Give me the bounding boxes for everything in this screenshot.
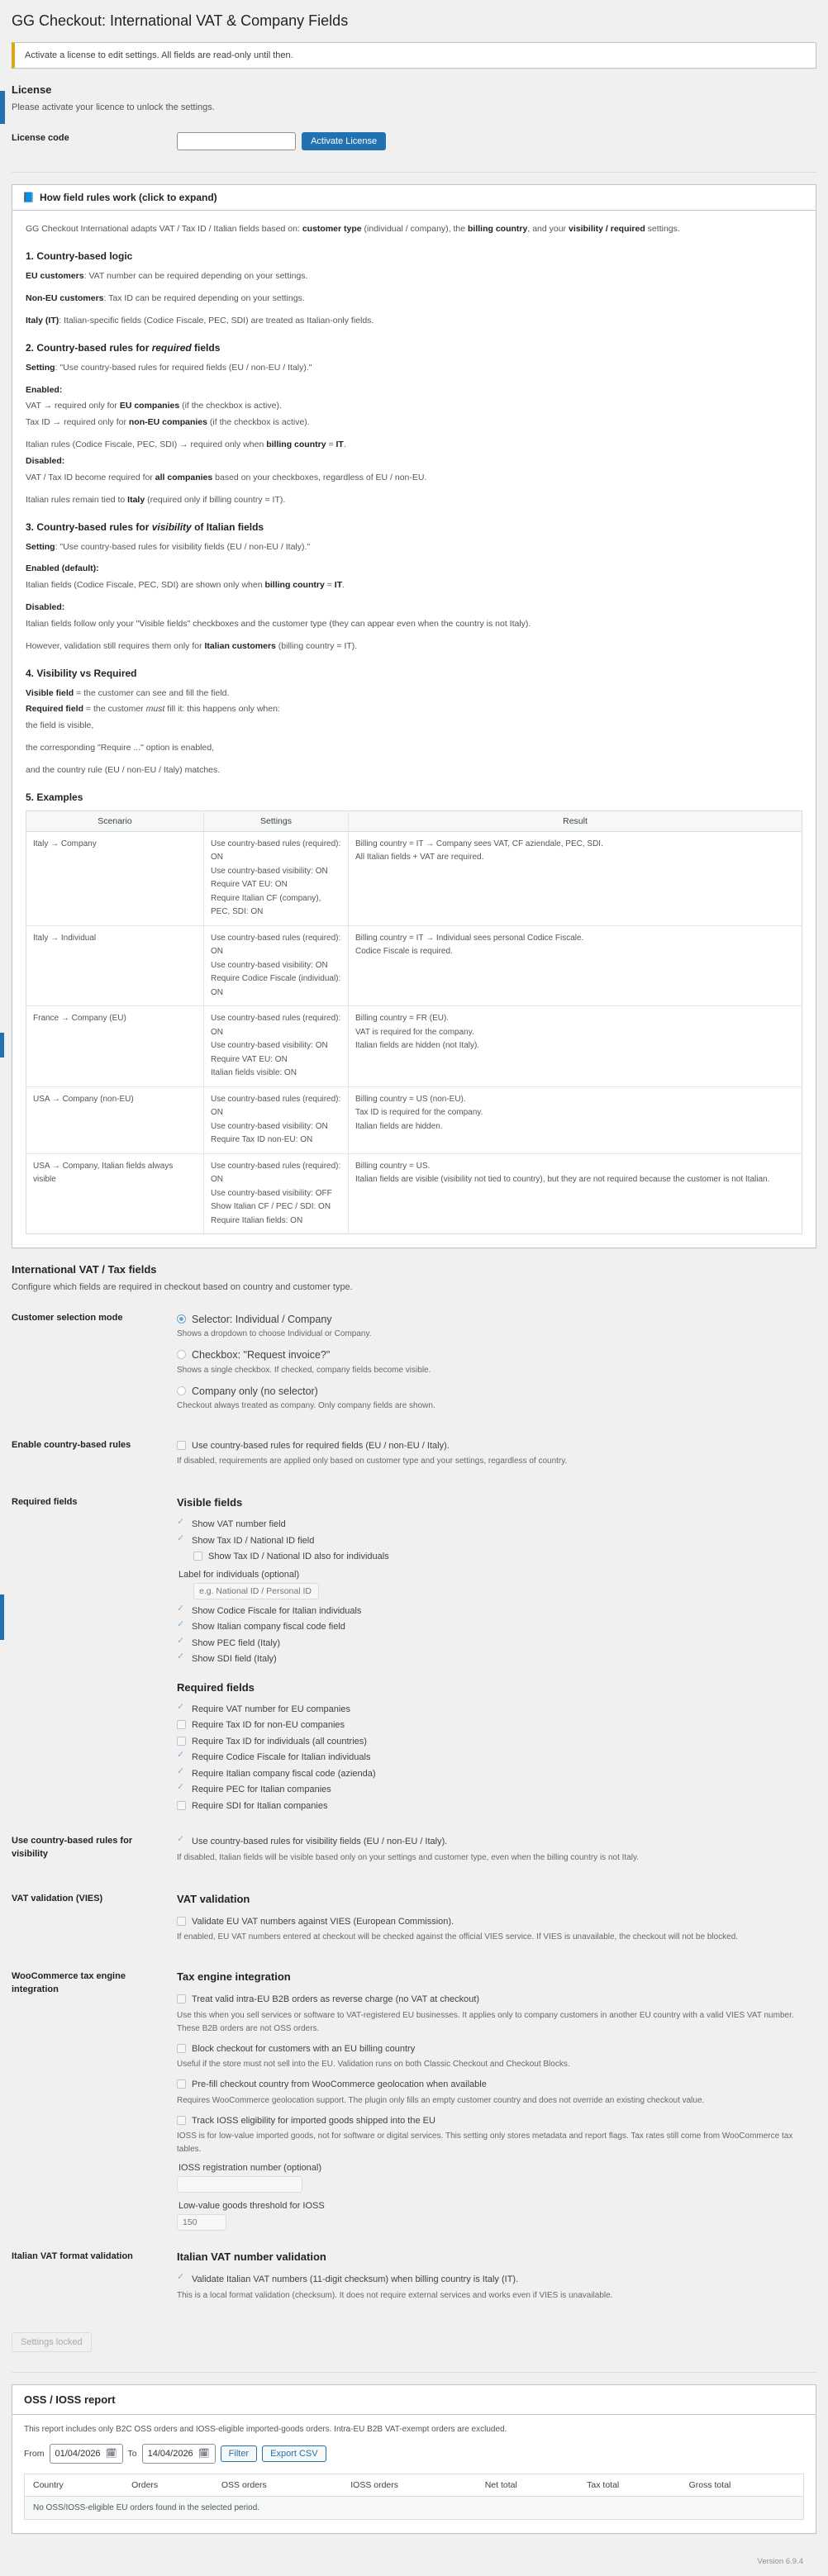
help-section-5-title: 5. Examples [26, 791, 83, 803]
customer-mode-option-company-label: Company only (no selector) [192, 1385, 318, 1397]
report-filter-row [24, 2444, 804, 2464]
individual-label-input[interactable] [193, 1583, 319, 1599]
report-body [12, 2415, 816, 2533]
visibility-rules-checkbox-row[interactable] [177, 1835, 808, 1849]
divider-2 [12, 2372, 816, 2373]
example-result: Billing country = FR (EU). VAT is required for the company. Italian fields are hidden (not Italy). [349, 1006, 802, 1087]
license-form [12, 122, 816, 160]
to-label: To [127, 2448, 137, 2459]
italian-vat-cell [177, 2241, 816, 2319]
report-table [24, 2474, 804, 2520]
checkbox-icon-required-field-6[interactable] [177, 1801, 186, 1810]
vies-label: VAT validation (VIES) [12, 1893, 103, 1903]
tax-engine-label: WooCommerce tax engine integration [12, 1971, 126, 1994]
report-column-header: OSS orders [213, 2474, 342, 2496]
page-title: GG Checkout: International VAT & Company Fields [12, 12, 349, 29]
visibility-rules-hint: If disabled, Italian fields will be visible based only on your settings and customer type, even when the billing country is not Italy. [177, 1852, 640, 1862]
to-date-value: 14/04/2026 [147, 2448, 193, 2459]
required-fields-heading: Required fields [177, 1680, 255, 1694]
help-postbox-title: How field rules work (click to expand) [39, 192, 217, 204]
customer-mode-cell [177, 1302, 816, 1428]
report-description: This report includes only B2C OSS orders and IOSS-eligible imported-goods orders. Intra-EU B2B VAT-exempt orders are excluded. [24, 2424, 507, 2434]
visible-field-row[interactable] [177, 1604, 808, 1618]
visibility-rules-checkbox-label: Use country-based rules for visibility fields (EU / non-EU / Italy). [192, 1837, 448, 1847]
checkbox-icon-required-field-4[interactable] [177, 1769, 186, 1778]
help-section-2-setting: Setting: "Use country-based rules for required fields (EU / non-EU / Italy)." [26, 362, 312, 373]
checkbox-icon-country-rules[interactable] [177, 1441, 186, 1450]
row-required-fields [12, 1486, 816, 1825]
customer-mode-option-selector-label: Selector: Individual / Company [192, 1314, 332, 1326]
visible-field-label: Show Tax ID / National ID field [192, 1535, 315, 1546]
license-description: Please activate your licence to unlock the settings. [12, 102, 215, 113]
tax-engine-option-row[interactable] [177, 1993, 808, 2007]
tax-engine-option-row[interactable] [177, 2114, 808, 2128]
checkbox-icon-visibility-rules[interactable] [177, 1837, 186, 1846]
calendar-icon-from[interactable]: 🗓 [105, 2449, 117, 2460]
customer-mode-option-selector-hint: Shows a dropdown to choose Individual or Company. [177, 1329, 372, 1339]
required-field-row[interactable] [177, 1751, 808, 1765]
examples-header-row [26, 810, 802, 831]
customer-mode-option-checkbox[interactable] [177, 1347, 808, 1362]
tax-engine-option-hint: Useful if the store must not sell into the EU. Validation runs on both Classic Checkout and Checkout Blocks. [177, 2060, 570, 2070]
help-section-1-title: 1. Country-based logic [26, 250, 133, 263]
row-vies [12, 1883, 816, 1961]
help-postbox-header[interactable] [12, 185, 816, 211]
visible-field-label: Show PEC field (Italy) [192, 1637, 280, 1648]
country-rules-checkbox-label: Use country-based rules for required fields (EU / non-EU / Italy). [192, 1440, 450, 1451]
tax-engine-option-row[interactable] [177, 2078, 808, 2092]
customer-mode-option-checkbox-hint: Shows a single checkbox. If checked, company fields become visible. [177, 1365, 431, 1375]
example-scenario: France → Company (EU) [26, 1006, 204, 1087]
from-date-field[interactable] [50, 2444, 123, 2464]
settings-form [12, 1302, 816, 2318]
vies-cell [177, 1883, 816, 1961]
tax-engine-option-label: Treat valid intra-EU B2B orders as reverse charge (no VAT at checkout) [192, 1994, 480, 2005]
sub-item-taxid-individuals-label: Show Tax ID / National ID also for individuals [208, 1552, 389, 1562]
row-visibility-rules [12, 1825, 816, 1883]
row-tax-engine [12, 1961, 816, 2241]
country-rules-cell [177, 1429, 816, 1487]
help-section-4-line-3: the corresponding "Require ..." option is enabled, [26, 743, 215, 753]
tax-engine-option-hint: Use this when you sell services or software to VAT-registered EU businesses. It applies only to company customers in another EU country with a valid VIES VAT number. These B2B orders are not OSS orders. [177, 2010, 794, 2033]
visible-field-row[interactable] [177, 1637, 808, 1651]
help-section-3-disabled-0: Italian fields follow only your "Visible fields" checkboxes and the customer type (they can appear even when the country is not Italy). [26, 618, 531, 629]
checkbox-icon-visible-field-1[interactable] [177, 1536, 186, 1545]
row-country-rules [12, 1429, 816, 1487]
vies-checkbox-label: Validate EU VAT numbers against VIES (European Commission). [192, 1916, 454, 1927]
checkbox-icon-tax-engine-option-1[interactable] [177, 2044, 186, 2053]
example-settings: Use country-based rules (required): ON Use country-based visibility: ON Require VAT EU: ON Require Italian CF (company), PEC, SDI: ON [204, 831, 349, 925]
help-section-2-disabled-1: Italian rules remain tied to Italy (required only if billing country = IT). [26, 494, 286, 505]
radio-icon-selector[interactable] [177, 1314, 186, 1324]
checkbox-icon-tax-engine-option-0[interactable] [177, 1994, 186, 2003]
required-field-label: Require SDI for Italian companies [192, 1800, 328, 1811]
help-section-2-enabled-label: Enabled: [26, 384, 63, 395]
report-column-header: Tax total [578, 2474, 680, 2496]
country-rules-label: Enable country-based rules [12, 1439, 131, 1450]
help-section-4-title: 4. Visibility vs Required [26, 667, 137, 679]
tax-engine-options-list [177, 1993, 808, 2156]
examples-table-row [26, 1153, 802, 1234]
row-customer-mode [12, 1302, 816, 1428]
checkbox-icon-required-field-5[interactable] [177, 1785, 186, 1794]
report-column-header: IOSS orders [342, 2474, 476, 2496]
calendar-icon-to[interactable]: 🗓 [197, 2449, 210, 2460]
help-section-2-enabled-1: Tax ID → required only for non-EU companies (if the checkbox is active). [26, 417, 310, 428]
italian-vat-checkbox-label: Validate Italian VAT numbers (11-digit checksum) when billing country is Italy (IT). [192, 2274, 519, 2285]
license-code-cell [177, 122, 816, 160]
ioss-number-caption: IOSS registration number (optional) [178, 2163, 322, 2174]
tax-engine-option-label: Block checkout for customers with an EU billing country [192, 2043, 416, 2054]
tax-engine-option-row[interactable] [177, 2042, 808, 2056]
help-section-1-line-1: Non-EU customers: Tax ID can be required depending on your settings. [26, 293, 305, 304]
visibility-rules-cell [177, 1825, 816, 1883]
example-settings: Use country-based rules (required): ON Use country-based visibility: ON Require VAT EU: ON Italian fields visible: ON [204, 1006, 349, 1087]
report-postbox [12, 2384, 816, 2534]
filter-button[interactable]: Filter [221, 2445, 257, 2462]
tax-engine-option-label: Pre-fill checkout country from WooCommerce geolocation when available [192, 2079, 487, 2090]
help-section-2-disabled-label: Disabled: [26, 455, 65, 466]
ioss-number-input[interactable] [177, 2176, 302, 2193]
report-header [12, 2385, 816, 2415]
checkbox-icon-required-field-1[interactable] [177, 1720, 186, 1729]
individual-label-caption: Label for individuals (optional) [178, 1569, 300, 1580]
required-field-row[interactable] [177, 1799, 808, 1813]
visible-field-row[interactable] [177, 1620, 808, 1634]
required-field-label: Require Tax ID for individuals (all countries) [192, 1736, 367, 1747]
license-heading: License [12, 83, 52, 97]
required-field-row[interactable] [177, 1767, 808, 1781]
italian-vat-label: Italian VAT format validation [12, 2251, 133, 2262]
examples-table [26, 810, 802, 1235]
checkbox-icon-visible-field-2[interactable] [177, 1638, 186, 1647]
divider [12, 172, 816, 173]
admin-menu-edge-marker-2 [0, 1033, 4, 1057]
help-section-2-title: 2. Country-based rules for required fields [26, 341, 221, 354]
visibility-rules-label: Use country-based rules for visibility [12, 1836, 133, 1859]
help-section-4-line-0: Visible field = the customer can see and fill the field. [26, 687, 230, 698]
country-rules-checkbox-row[interactable] [177, 1439, 808, 1453]
example-settings: Use country-based rules (required): ON Use country-based visibility: ON Require Codice Fiscale (individual): ON [204, 925, 349, 1006]
tax-engine-option-hint: Requires WooCommerce geolocation support. The plugin only fills an empty customer country and does not override an existing checkout value. [177, 2095, 705, 2105]
required-field-row[interactable] [177, 1735, 808, 1749]
checkbox-icon-visible-field-1[interactable] [177, 1622, 186, 1631]
checkbox-icon-vies[interactable] [177, 1917, 186, 1926]
help-intro: GG Checkout International adapts VAT / Tax ID / Italian fields based on: customer type (individual / company), the billing country, and your visibility / required settings. [26, 224, 680, 235]
customer-mode-option-company-hint: Checkout always treated as company. Only company fields are shown. [177, 1400, 435, 1410]
checkbox-icon-visible-field-3[interactable] [177, 1654, 186, 1663]
visible-field-label: Show Codice Fiscale for Italian individuals [192, 1605, 362, 1616]
help-postbox-body [12, 211, 816, 1248]
italian-vat-heading: Italian VAT number validation [177, 2250, 326, 2264]
help-section-3-title: 3. Country-based rules for visibility of Italian fields [26, 520, 264, 533]
report-title: OSS / IOSS report [24, 2393, 116, 2406]
checkbox-icon-required-field-3[interactable] [177, 1752, 186, 1761]
help-section-1-line-2: Italy (IT): Italian-specific fields (Codice Fiscale, PEC, SDI) are treated as Italian-only fields. [26, 315, 374, 326]
checkbox-icon-taxid-individuals[interactable] [193, 1552, 202, 1561]
export-csv-button[interactable]: Export CSV [262, 2445, 326, 2462]
checkbox-icon-tax-engine-option-2[interactable] [177, 2079, 186, 2089]
examples-table-row [26, 831, 802, 925]
settings-heading: International VAT / Tax fields [12, 1263, 157, 1276]
license-code-input[interactable] [177, 132, 296, 150]
country-rules-hint: If disabled, requirements are applied only based on customer type and your settings, regardless of country. [177, 1457, 568, 1466]
required-fields-list [177, 1703, 808, 1813]
from-label: From [24, 2448, 45, 2459]
required-fields-cell [177, 1486, 816, 1825]
from-date-value: 01/04/2026 [55, 2448, 101, 2459]
help-section-3-disabled-1: However, validation still requires them only for Italian customers (billing country = IT). [26, 640, 358, 651]
radio-icon-checkbox[interactable] [177, 1350, 186, 1359]
report-column-header: Country [25, 2474, 124, 2496]
checkbox-icon-visible-field-0[interactable] [177, 1519, 186, 1528]
example-result: Billing country = US (non-EU). Tax ID is required for the company. Italian fields are hidden. [349, 1086, 802, 1153]
ioss-threshold-input[interactable] [177, 2214, 226, 2231]
visible-fields-list-2 [177, 1604, 808, 1666]
license-code-label: License code [12, 133, 69, 144]
visible-field-row[interactable] [177, 1518, 808, 1532]
license-code-row [12, 122, 816, 160]
example-settings: Use country-based rules (required): ON Use country-based visibility: OFF Show Italian CF / PEC / SDI: ON Require Italian fields: ON [204, 1153, 349, 1234]
example-result: Billing country = US. Italian fields are visible (visibility not tied to country), but they are not required because the customer is not Italian. [349, 1153, 802, 1234]
examples-header-scenario: Scenario [26, 810, 204, 831]
example-scenario: USA → Company, Italian fields always visible [26, 1153, 204, 1234]
admin-menu-edge-marker [0, 91, 5, 124]
sub-item-taxid-individuals[interactable] [193, 1550, 808, 1564]
help-section-4-line-4: and the country rule (EU / non-EU / Italy) matches. [26, 764, 221, 775]
customer-mode-label: Customer selection mode [12, 1313, 123, 1324]
help-section-3-disabled-label: Disabled: [26, 602, 65, 613]
checkbox-icon-required-field-2[interactable] [177, 1737, 186, 1746]
activate-license-button[interactable]: Activate License [302, 132, 386, 150]
italian-vat-checkbox-row[interactable] [177, 2273, 808, 2287]
help-postbox [12, 184, 816, 1248]
tax-engine-cell [177, 1961, 816, 2241]
examples-header-settings: Settings [204, 810, 349, 831]
example-scenario: Italy → Individual [26, 925, 204, 1006]
examples-table-row [26, 925, 802, 1006]
help-section-3-enabled-0: Italian fields (Codice Fiscale, PEC, SDI) are shown only when billing country = IT. [26, 580, 345, 591]
examples-table-row [26, 1086, 802, 1153]
required-field-label: Require PEC for Italian companies [192, 1785, 331, 1795]
checkbox-icon-tax-engine-option-3[interactable] [177, 2116, 186, 2125]
visible-field-label: Show VAT number field [192, 1519, 286, 1530]
ioss-threshold-caption: Low-value goods threshold for IOSS [178, 2201, 325, 2212]
required-field-row[interactable] [177, 1718, 808, 1732]
help-section-4-line-2: the field is visible, [26, 720, 94, 731]
tax-engine-heading: Tax engine integration [177, 1970, 291, 1984]
required-field-label: Require Tax ID for non-EU companies [192, 1720, 345, 1731]
examples-header-result: Result [349, 810, 802, 831]
customer-mode-option-company[interactable] [177, 1384, 808, 1399]
checkbox-icon-italian-vat[interactable] [177, 2274, 186, 2284]
admin-menu-edge-marker-3 [0, 1595, 4, 1640]
example-result: Billing country = IT → Company sees VAT, CF aziendale, PEC, SDI. All Italian fields + VAT are required. [349, 831, 802, 925]
visible-field-label: Show Italian company fiscal code field [192, 1622, 345, 1633]
help-section-3-setting: Setting: "Use country-based rules for visibility fields (EU / non-EU / Italy)." [26, 541, 311, 552]
version-label: Version 6.9.4 [757, 2556, 803, 2566]
visible-field-row[interactable] [177, 1534, 808, 1548]
help-section-3-enabled-label: Enabled (default): [26, 563, 99, 574]
required-field-label: Require Codice Fiscale for Italian individuals [192, 1752, 371, 1763]
visible-field-label: Show SDI field (Italy) [192, 1654, 277, 1665]
vies-heading: VAT validation [177, 1892, 250, 1905]
example-scenario: USA → Company (non-EU) [26, 1086, 204, 1153]
report-column-header: Gross total [681, 2474, 804, 2496]
individual-label-input-wrap [193, 1583, 808, 1599]
settings-description: Configure which fields are required in checkout based on country and customer type. [12, 1282, 353, 1293]
customer-mode-option-selector[interactable] [177, 1312, 808, 1327]
italian-vat-hint: This is a local format validation (checksum). It does not require external services and works even if VIES is unavailable. [177, 2290, 613, 2300]
examples-table-row [26, 1006, 802, 1087]
required-field-label: Require VAT number for EU companies [192, 1704, 350, 1714]
required-field-row[interactable] [177, 1703, 808, 1717]
row-italian-vat [12, 2241, 816, 2319]
vies-hint: If enabled, EU VAT numbers entered at checkout will be checked against the official VIES service. If VIES is unavailable, the checkout will not be blocked. [177, 1932, 739, 1942]
help-section-4-line-1: Required field = the customer must fill it: this happens only when: [26, 704, 280, 715]
report-column-header: Orders [123, 2474, 213, 2496]
checkbox-icon-required-field-0[interactable] [177, 1704, 186, 1713]
settings-locked-button: Settings locked [12, 2332, 92, 2352]
report-empty-message: No OSS/IOSS-eligible EU orders found in the selected period. [25, 2496, 804, 2519]
customer-mode-option-checkbox-label: Checkbox: "Request invoice?" [192, 1349, 331, 1362]
help-section-1-line-0: EU customers: VAT number can be required depending on your settings. [26, 271, 308, 282]
example-settings: Use country-based rules (required): ON Use country-based visibility: ON Require Tax ID non-EU: ON [204, 1086, 349, 1153]
required-field-label: Require Italian company fiscal code (azienda) [192, 1768, 376, 1779]
help-section-2-enabled-0: VAT → required only for EU companies (if the checkbox is active). [26, 401, 282, 411]
help-section-2-enabled-2: Italian rules (Codice Fiscale, PEC, SDI) → required only when billing country = IT. [26, 440, 346, 450]
visible-fields-heading: Visible fields [177, 1496, 243, 1509]
license-notice: Activate a license to edit settings. All fields are read-only until then. [12, 42, 816, 69]
tax-engine-option-label: Track IOSS eligibility for imported goods shipped into the EU [192, 2115, 435, 2126]
report-empty-row [25, 2496, 804, 2519]
checkbox-icon-visible-field-0[interactable] [177, 1606, 186, 1615]
book-icon: 📘 [22, 192, 35, 204]
to-date-field[interactable] [142, 2444, 216, 2464]
radio-icon-company[interactable] [177, 1386, 186, 1395]
report-header-row [25, 2474, 804, 2496]
example-scenario: Italy → Company [26, 831, 204, 925]
submit-area [12, 2319, 816, 2360]
required-fields-label: Required fields [12, 1497, 78, 1508]
vies-checkbox-row[interactable] [177, 1915, 808, 1929]
required-field-row[interactable] [177, 1783, 808, 1797]
example-result: Billing country = IT → Individual sees personal Codice Fiscale. Codice Fiscale is required. [349, 925, 802, 1006]
help-section-2-disabled-0: VAT / Tax ID become required for all companies based on your checkboxes, regardless of EU / non-EU. [26, 472, 427, 482]
visible-fields-list-1 [177, 1518, 808, 1547]
visible-field-row[interactable] [177, 1652, 808, 1666]
report-column-header: Net total [477, 2474, 578, 2496]
tax-engine-option-hint: IOSS is for low-value imported goods, not for software or digital services. This setting only stores metadata and report flags. Tax rates still come from WooCommerce tax tables. [177, 2132, 793, 2155]
